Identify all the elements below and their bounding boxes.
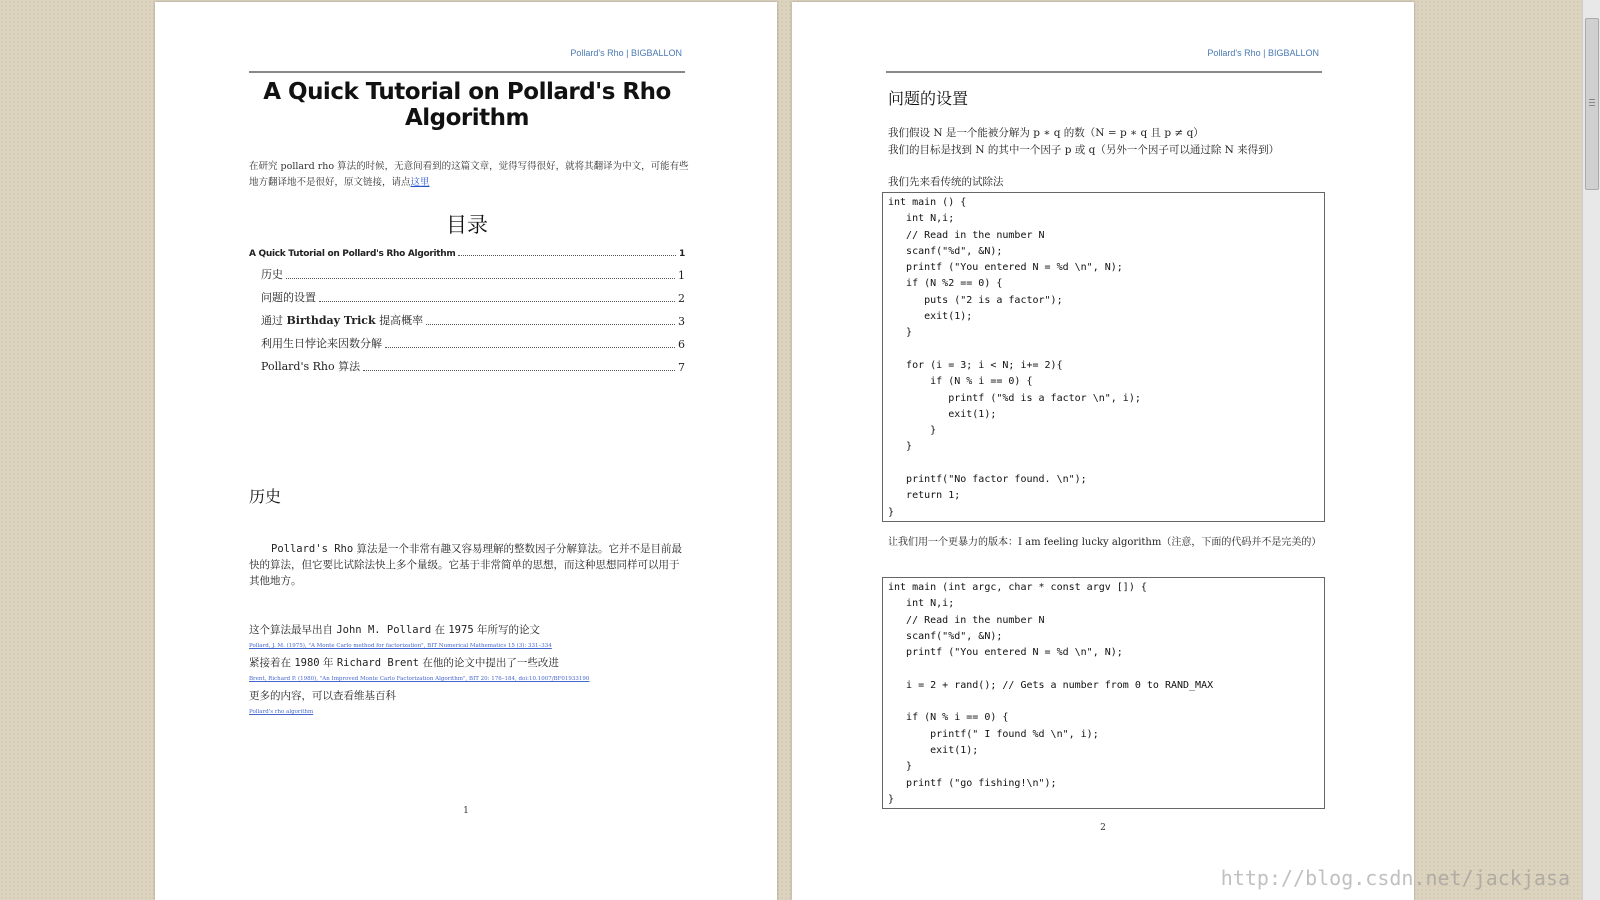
toc-entry-label: 利用生日悖论来因数分解 — [261, 337, 382, 350]
toc-entry[interactable] — [249, 328, 685, 351]
toc-page-number: 7 — [678, 361, 685, 374]
toc-entry[interactable] — [249, 242, 685, 259]
brent-improvement-line — [249, 655, 559, 671]
author-name: Richard Brent — [336, 657, 420, 669]
reference-link-wikipedia[interactable]: Pollard's rho algorithm — [249, 709, 314, 715]
toc-page-number: 1 — [679, 249, 685, 259]
toc-leader — [426, 324, 675, 325]
toc-entry-label-post: 提高概率 — [375, 314, 424, 327]
watermark: http://blog.csdn.net/jackjasa — [1220, 866, 1570, 890]
toc-leader — [319, 301, 675, 302]
header-divider — [249, 71, 685, 73]
trial-division-intro: 我们先来看传统的试除法 — [888, 176, 1004, 188]
toc-page-number: 2 — [678, 292, 685, 305]
toc-entry-label — [261, 312, 423, 328]
toc-page-number: 1 — [678, 269, 685, 282]
toc-entry-label-pre: 通过 — [261, 314, 287, 327]
setup-heading: 问题的设置 — [888, 89, 969, 108]
wikipedia-line: 更多的内容，可以查看维基百科 — [249, 690, 396, 702]
toc-entry[interactable] — [249, 305, 685, 328]
text-fragment: 年所写的论文 — [473, 624, 540, 636]
toc-leader — [286, 278, 675, 279]
toc-entry[interactable] — [249, 282, 685, 305]
document-page-1 — [155, 2, 777, 900]
year: 1975 — [448, 624, 474, 636]
text-fragment: 在 — [431, 624, 449, 636]
page-header: Pollard's Rho | BIGBALLON — [570, 48, 682, 58]
page-header: Pollard's Rho | BIGBALLON — [1207, 48, 1319, 58]
grip-icon — [1589, 99, 1595, 100]
history-paragraph — [249, 541, 689, 589]
intro-text: 在研究 pollard rho 算法的时候，无意间看到的这篇文章，觉得写得很好，就将其翻译为中文，可能有些地方翻译地不是很好，原文链接，请点 — [249, 161, 689, 188]
toc-leader — [458, 255, 676, 256]
toc-leader — [385, 347, 675, 348]
toc-entry[interactable] — [249, 351, 685, 374]
page-number: 1 — [463, 806, 469, 816]
history-para-body: 算法是一个非常有趣又容易理解的整数因子分解算法。它并不是目前最快的算法，但它要比试除法快上多个量级。它基于非常简单的思想，而这种思想同样可以用于其他地方。 — [249, 543, 683, 587]
document-page-2 — [792, 2, 1414, 900]
toc-entry-label: 问题的设置 — [261, 291, 316, 304]
toc-entry-label: 历史 — [261, 268, 283, 281]
toc-entry-label: A Quick Tutorial on Pollard's Rho Algorithm — [249, 249, 456, 259]
scrollbar-thumb[interactable] — [1585, 18, 1599, 190]
code-block-lucky-algorithm: int main (int argc, char * const argv []) { int N,i; // Read in the number N scanf("%d", &N); printf ("You entered N = %d \n", N); i = 2 + rand(); // Gets a number from 0 to RAND_MAX if (N % i == 0) { printf(" I found %d \n", i); exit(1); } printf ("go fishing!\n"); } — [882, 577, 1325, 809]
pollard-origin-line — [249, 622, 540, 638]
text-fragment: 年 — [319, 657, 337, 669]
setup-assumption-line: 我们假设 N 是一个能被分解为 p ∗ q 的数（N = p ∗ q 且 p ≠ q） — [888, 127, 1204, 139]
history-para-lead: Pollard's Rho — [271, 543, 354, 555]
vertical-scrollbar[interactable] — [1582, 0, 1600, 900]
author-name: John M. Pollard — [336, 624, 432, 636]
toc-leader — [363, 370, 675, 371]
text-fragment: 在他的论文中提出了一些改进 — [419, 657, 559, 669]
toc-entry[interactable] — [249, 259, 685, 282]
code-block-trial-division: int main () { int N,i; // Read in the number N scanf("%d", &N); printf ("You entered N = %d \n", N); if (N %2 == 0) { puts ("2 is a factor"); exit(1); } for (i = 3; i < N; i+= 2){ if (N % i == 0) { printf ("%d is a factor \n", i); exit(1); } } printf("No factor found. \n"); return 1; } — [882, 192, 1325, 522]
toc-entry-label: Pollard's Rho 算法 — [261, 360, 361, 373]
toc-page-number: 3 — [678, 315, 685, 328]
reference-link-brent[interactable]: Brent, Richard P. (1980), "An Improved Monte Carlo Factorization Algorithm", BIT 20: 176–184, doi:10.1007/BF01933190 — [249, 676, 590, 682]
intro-paragraph — [249, 159, 689, 191]
text-fragment: 这个算法最早出自 — [249, 624, 337, 636]
document-title: A Quick Tutorial on Pollard's Rho Algorithm — [263, 79, 671, 131]
page-number: 2 — [1100, 823, 1106, 833]
setup-goal-line: 我们的目标是找到 N 的其中一个因子 p 或 q（另外一个因子可以通过除 N 来得到） — [888, 144, 1280, 156]
toc-page-number: 6 — [678, 338, 685, 351]
toc-title: 目录 — [446, 213, 488, 237]
reference-link-pollard[interactable]: Pollard, J. M. (1975), "A Monte Carlo method for factorization", BIT Numerical Mathematics 15 (3): 331–334 — [249, 643, 552, 649]
text-fragment: 紧接着在 — [249, 657, 295, 669]
header-divider — [886, 71, 1322, 73]
table-of-contents — [249, 242, 685, 374]
history-heading: 历史 — [249, 487, 282, 506]
lucky-algorithm-intro: 让我们用一个更暴力的版本：I am feeling lucky algorithm（注意，下面的代码并不是完美的） — [888, 537, 1322, 548]
original-link[interactable]: 这里 — [410, 177, 430, 188]
year: 1980 — [294, 657, 320, 669]
toc-entry-label-bold: Birthday Trick — [286, 314, 376, 327]
